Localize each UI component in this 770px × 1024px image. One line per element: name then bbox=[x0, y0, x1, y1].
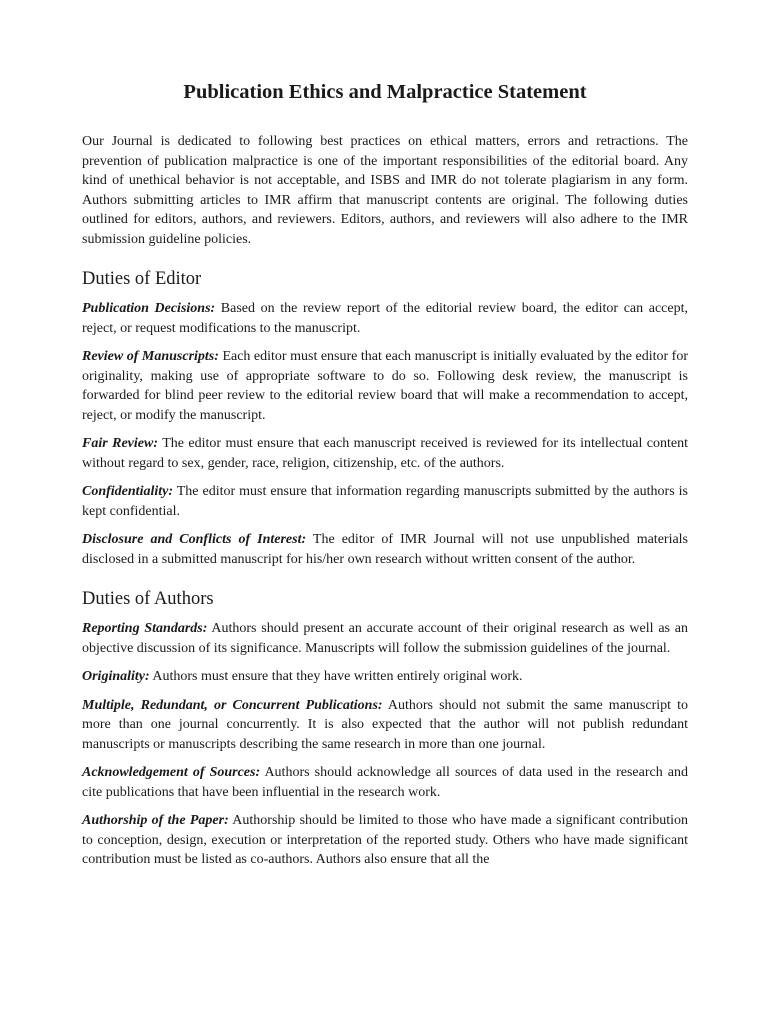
paragraph-lead: Multiple, Redundant, or Concurrent Publications: bbox=[82, 697, 383, 713]
paragraph-originality bbox=[82, 667, 688, 687]
paragraph-lead: Review of Manuscripts: bbox=[82, 349, 219, 364]
intro-paragraph: Our Journal is dedicated to following best practices on ethical matters, errors and retractions. The prevention of publication malpractice is one of the important responsibilities of the editorial board. Any kind of unethical behavior is not acceptable, and ISBS and IMR do not tolerate plagiarism in any form. Authors submitting articles to IMR affirm that manuscript contents are original. The following duties outlined for editors, authors, and reviewers. Editors, authors, and reviewers will also adhere to the IMR submission guideline policies. bbox=[82, 134, 688, 247]
paragraph-fair-review bbox=[82, 434, 688, 473]
page-title: Publication Ethics and Malpractice Statement bbox=[183, 81, 587, 103]
document-page bbox=[82, 78, 688, 879]
paragraph-lead: Confidentiality: bbox=[82, 484, 173, 499]
paragraph-authorship-of-the-paper bbox=[82, 811, 688, 870]
paragraph-lead: Authorship of the Paper: bbox=[82, 813, 229, 828]
paragraph-acknowledgement-of-sources bbox=[82, 763, 688, 802]
paragraph-text: Authors must ensure that they have written entirely original work. bbox=[149, 669, 523, 684]
paragraph-text: The editor of IMR Journal will not use unpublished materials disclosed in a submitted manuscript for his/her own research without written consent of the author. bbox=[82, 532, 689, 567]
paragraph-multiple-publications bbox=[82, 696, 688, 755]
paragraph-text: The editor must ensure that each manuscript received is reviewed for its intellectual content without regard to sex, gender, race, religion, citizenship, etc. of the authors. bbox=[82, 436, 689, 471]
section-duties-of-authors bbox=[82, 587, 688, 870]
paragraph-lead: Originality: bbox=[82, 669, 150, 684]
paragraph-publication-decisions bbox=[82, 299, 688, 338]
paragraph-lead: Fair Review: bbox=[82, 436, 158, 451]
paragraph-text: Each editor must ensure that each manuscript is initially evaluated by the editor for originality, making use of appropriate software to do so. Following desk review, the manuscript is forwarded for blind peer review to the editorial review board that will make a recommendation to accept, reject, or modify the manuscript. bbox=[82, 349, 688, 423]
paragraph-text: Based on the review report of the editorial review board, the editor can accept, reject, or request modifications to the manuscript. bbox=[82, 301, 688, 336]
paragraph-confidentiality bbox=[82, 482, 688, 521]
paragraph-text: Authors should not submit the same manuscript to more than one journal concurrently. It is also expected that the author will not publish redundant manuscripts or manuscripts describing the same research in more than one journal. bbox=[82, 697, 688, 752]
section-spacer bbox=[82, 578, 688, 587]
paragraph-lead: Disclosure and Conflicts of Interest: bbox=[82, 532, 307, 547]
paragraph-lead: Acknowledgement of Sources: bbox=[82, 765, 261, 780]
paragraph-lead: Reporting Standards: bbox=[82, 621, 208, 636]
section-duties-of-editor bbox=[82, 267, 688, 569]
paragraph-disclosure-conflicts bbox=[82, 530, 688, 569]
paragraph-text: Authorship should be limited to those who have made a significant contribution to conception, design, execution or interpretation of the reported study. Others who have made significant contribution must be listed as co-authors. Authors also ensure that all the bbox=[82, 813, 688, 867]
paragraph-text: The editor must ensure that information regarding manuscripts submitted by the authors is kept confidential. bbox=[82, 484, 688, 519]
section-heading: Duties of Authors bbox=[82, 589, 214, 609]
paragraph-lead: Publication Decisions: bbox=[82, 301, 216, 316]
paragraph-text: Authors should present an accurate account of their original research as well as an objective discussion of its significance. Manuscripts will follow the submission guidelines of the journal. bbox=[82, 621, 688, 656]
section-heading: Duties of Editor bbox=[82, 269, 202, 289]
paragraph-reporting-standards bbox=[82, 619, 688, 658]
paragraph-text: Authors should acknowledge all sources of data used in the research and cite publications that have been influential in the research work. bbox=[82, 765, 688, 800]
paragraph-review-of-manuscripts bbox=[82, 347, 688, 425]
